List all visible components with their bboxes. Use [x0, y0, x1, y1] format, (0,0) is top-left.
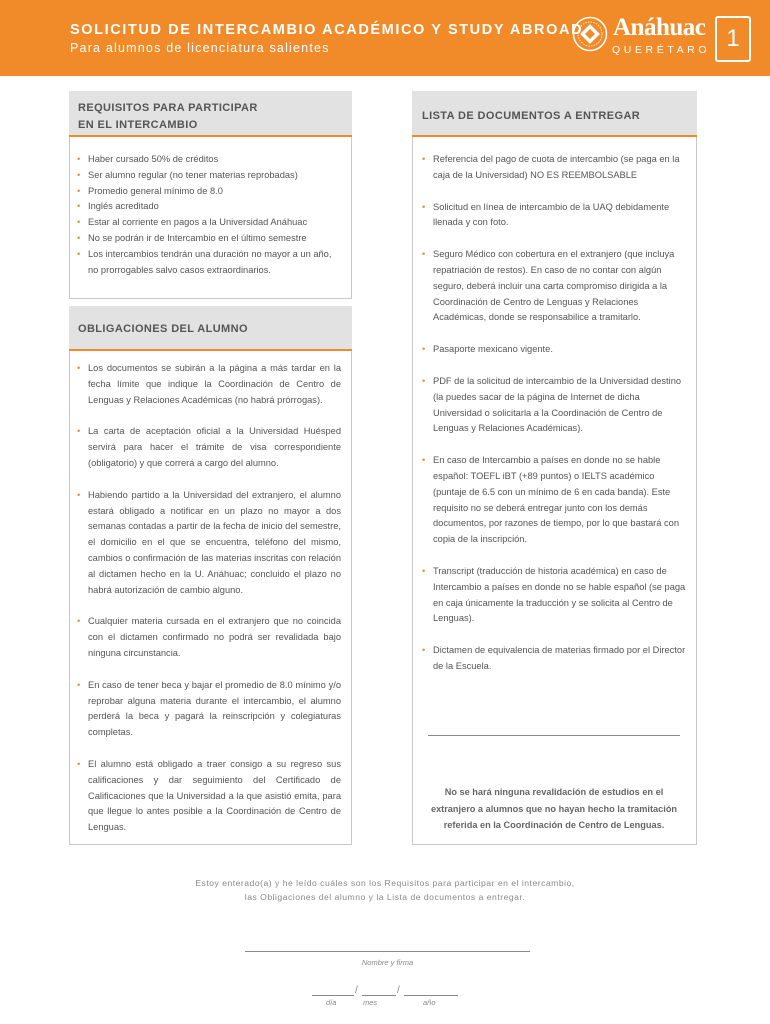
declaration-text	[130, 876, 640, 904]
list-item: • Dictamen de equivalencia de materias firmado por el Director de la Escuela.	[422, 643, 686, 675]
header-bar	[0, 0, 770, 76]
list-item: • Promedio general mínimo de 8.0	[77, 184, 342, 200]
divider	[428, 735, 680, 736]
list-item: • Solicitud en línea de intercambio de la UAQ debidamente llenada y con foto.	[422, 200, 686, 232]
date-day-line	[312, 995, 354, 996]
list-item: • Pasaporte mexicano vigente.	[422, 342, 686, 358]
date-year-label: año	[423, 998, 436, 1007]
obligaciones-heading: OBLIGACIONES DEL ALUMNO	[69, 306, 352, 351]
documentos-heading: LISTA DE DOCUMENTOS A ENTREGAR	[412, 91, 697, 137]
date-separator: /	[397, 985, 400, 996]
declaration-line2: las Obligaciones del alumno y la Lista de documentos a entregar.	[244, 892, 526, 902]
list-item: • En caso de tener beca y bajar el promedio de 8.0 mínimo y/o reprobar alguna materia durante el intercambio, el alumno perderá la beca y pagará la reinscripción y colegiaturas completas.	[77, 678, 341, 741]
list-item: • Estar al corriente en pagos a la Universidad Anáhuac	[77, 215, 342, 231]
date-month-label: mes	[363, 998, 378, 1007]
requisitos-title-line1: REQUISITOS PARA PARTICIPAR	[78, 102, 258, 114]
brand-campus: QUERÉTARO	[612, 44, 711, 56]
documentos-list	[422, 152, 686, 675]
requisitos-list	[77, 152, 342, 278]
brand-logo-text: Anáhuac	[613, 14, 706, 41]
list-item: • Referencia del pago de cuota de intercambio (se paga en la caja de la Universidad) NO ES REEMBOLSABLE	[422, 152, 686, 184]
declaration-line1: Estoy enterado(a) y he leído cuáles son los Requisitos para participar en el intercambio,	[195, 878, 575, 888]
list-item: • Transcript (traducción de historia académica) en caso de Intercambio a países en donde no se hable español (se paga en caja únicamente la traducción y se solicita al Centro de Lenguas).	[422, 564, 686, 627]
requisitos-title-line2: EN EL INTERCAMBIO	[78, 119, 198, 131]
list-item: • En caso de Intercambio a países en donde no se hable español: TOEFL iBT (+89 puntos) o IELTS académico (puntaje de 6.5 con un mínimo de 6 en cada banda). Este requisito no se deberá entregar junto con los demás documentos, por razones de tiempo, por lo que bastará con copia de la inscripción.	[422, 453, 686, 548]
list-item: • Los intercambios tendrán una duración no mayor a un año, no prorrogables salvo casos extraordinarios.	[77, 247, 342, 279]
page-number-badge: 1	[715, 16, 751, 62]
signature-line	[245, 951, 530, 952]
list-item: • Los documentos se subirán a la página a más tardar en la fecha límite que indique la Coordinación de Centro de Lenguas y Relaciones Académicas (no habrá prórrogas).	[77, 361, 341, 408]
documentos-note: No se hará ninguna revalidación de estudios en el extranjero a alumnos que no hayan hecho la tramitación referida en la Coordinación de Centro de Lenguas.	[430, 787, 678, 830]
document-title: SOLICITUD DE INTERCAMBIO ACADÉMICO Y STUDY ABROAD	[70, 22, 584, 38]
list-item: • Ser alumno regular (no tener materias reprobadas)	[77, 168, 342, 184]
list-item: • El alumno está obligado a traer consigo a su regreso sus calificaciones y dar seguimiento del Certificado de Calificaciones que la Universidad a la que asistió emita, para que llegue lo antes posible a la Coordinación de Centro de Lenguas.	[77, 757, 341, 836]
list-item: • Cualquier materia cursada en el extranjero que no coincida con el dictamen confirmado no podrá ser revalidada bajo ninguna circunstancia.	[77, 614, 341, 661]
university-seal-icon	[572, 16, 608, 52]
date-day-label: día	[326, 998, 337, 1007]
date-separator: /	[355, 985, 358, 996]
list-item: • Habiendo partido a la Universidad del extranjero, el alumno estará obligado a notificar en un plazo no mayor a dos semanas contadas a partir de la fecha de inicio del semestre, el domicilio en el que se encuentra, teléfono del mismo, cambios o confirmación de las materias inscritas con relación al dictamen hecho en la U. Anáhuac; concluido el plazo no habrá autorización de cambio alguno.	[77, 488, 341, 599]
signature-label: Nombre y firma	[361, 958, 414, 967]
document-subtitle: Para alumnos de licenciatura salientes	[70, 41, 330, 55]
requisitos-heading	[69, 91, 352, 137]
list-item: • Inglés acreditado	[77, 199, 342, 215]
list-item: • PDF de la solicitud de intercambio de la Universidad destino (la puedes sacar de la página de Internet de dicha Universidad o solicitarla a la Coordinación de Centro de Lenguas y Relaciones Académicas).	[422, 374, 686, 437]
list-item: • Haber cursado 50% de créditos	[77, 152, 342, 168]
obligaciones-list	[77, 361, 341, 836]
date-year-line	[404, 995, 458, 996]
list-item: • Seguro Médico con cobertura en el extranjero (que incluya repatriación de restos). En caso de no contar con algún seguro, deberá incluir una carta compromiso dirigida a la Coordinación de Centro de Lenguas y Relaciones Académicas, donde se responsabilice a tramitarlo.	[422, 247, 686, 326]
date-month-line	[362, 995, 396, 996]
list-item: • La carta de aceptación oficial a la Universidad Huésped servirá para hacer el trámite de visa correspondiente (obligatorio) y que correrá a cargo del alumno.	[77, 424, 341, 471]
list-item: • No se podrán ir de Intercambio en el último semestre	[77, 231, 342, 247]
